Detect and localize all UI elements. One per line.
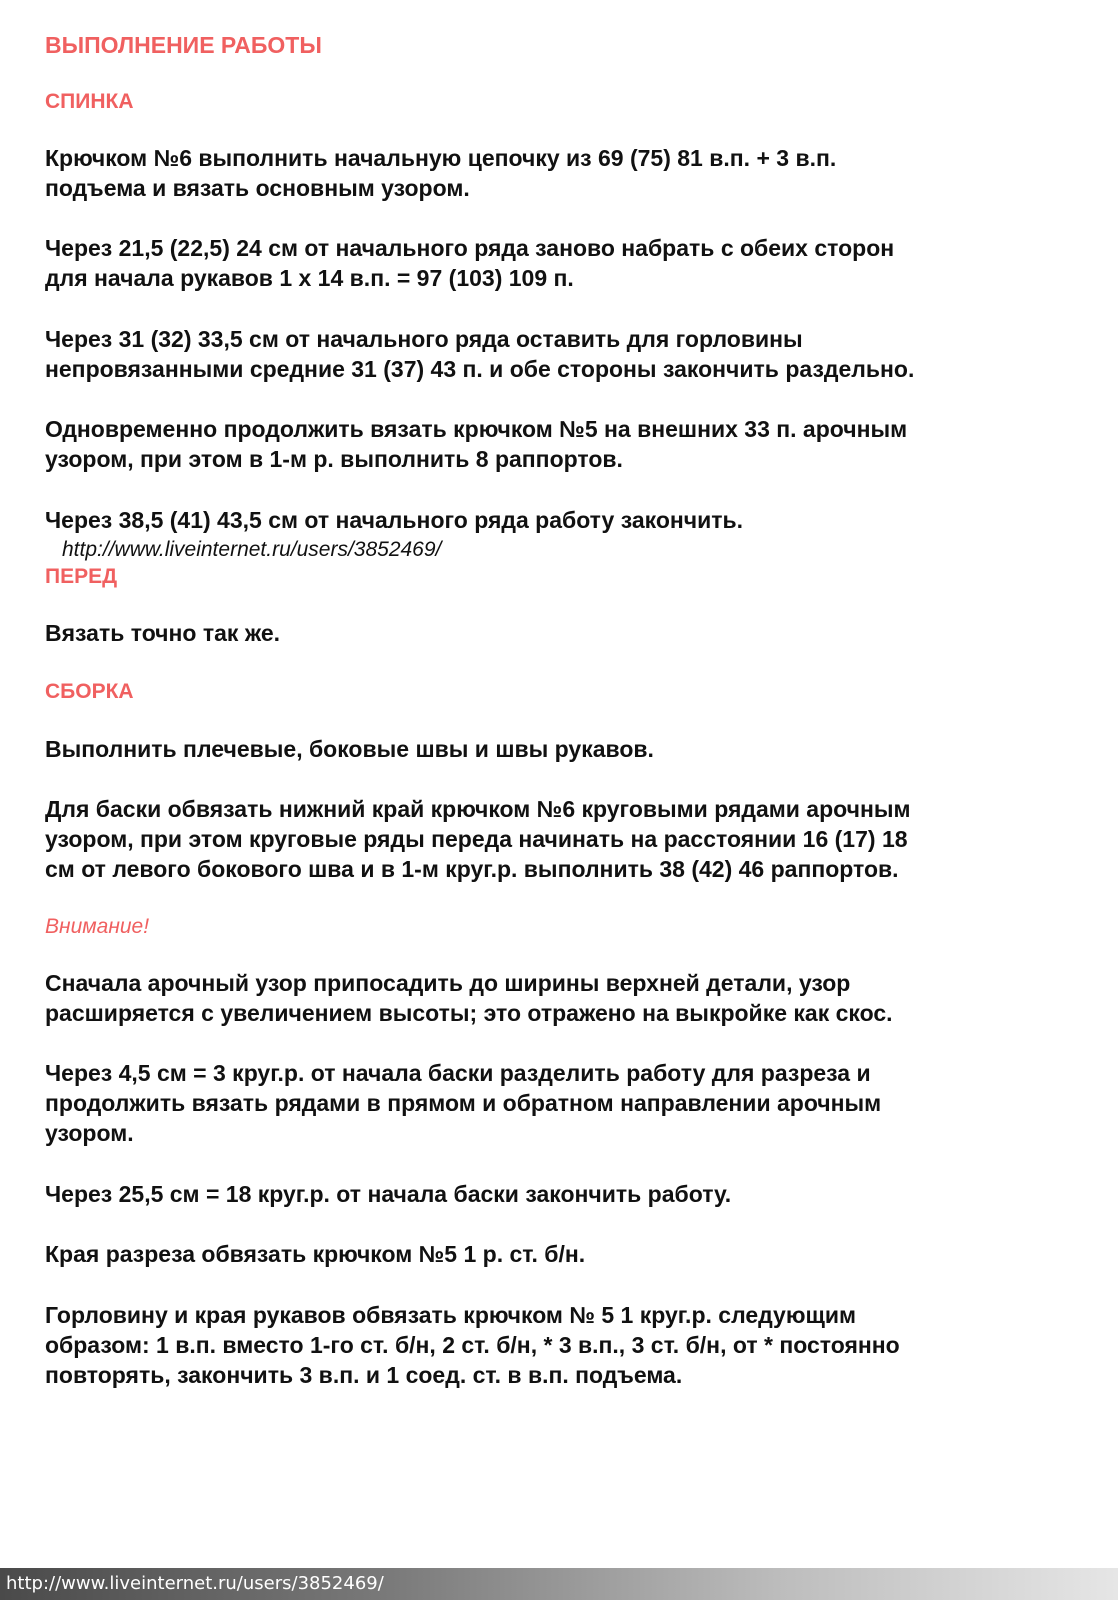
paragraph-line: Горловину и края рукавов обвязать крючком № 5 1 круг.р. следующим	[45, 1302, 857, 1328]
paragraph	[45, 618, 280, 648]
paragraph-line: для начала рукавов 1 х 14 в.п. = 97 (103) 109 п.	[45, 265, 574, 291]
paragraph	[45, 143, 836, 203]
footer-watermark-url: http://www.liveinternet.ru/users/3852469/	[6, 1573, 384, 1594]
paragraph-line: узором, при этом круговые ряды переда начинать на расстоянии 16 (17) 18	[45, 826, 908, 852]
paragraph-line: расширяется с увеличением высоты; это отражено на выкройке как скос.	[45, 1000, 893, 1026]
paragraph	[45, 414, 907, 474]
paragraph-line: подъема и вязать основным узором.	[45, 175, 470, 201]
attention-note: Внимание!	[45, 915, 150, 938]
paragraph-line: Через 38,5 (41) 43,5 см от начального ряда работу закончить.	[45, 507, 744, 533]
paragraph-line: узором, при этом в 1-м р. выполнить 8 раппортов.	[45, 446, 623, 472]
paragraph	[45, 794, 911, 884]
paragraph	[45, 505, 743, 535]
paragraph	[45, 734, 654, 764]
paragraph-line: Через 31 (32) 33,5 см от начального ряда оставить для горловины	[45, 326, 803, 352]
paragraph-line: Края разреза обвязать крючком №5 1 р. ст. б/н.	[45, 1241, 586, 1267]
paragraph-line: продолжить вязать рядами в прямом и обратном направлении арочным	[45, 1090, 882, 1116]
paragraph-line: Через 21,5 (22,5) 24 см от начального ряда заново набрать с обеих сторон	[45, 235, 895, 261]
section-heading-assembly: СБОРКА	[45, 680, 134, 703]
paragraph	[45, 1300, 900, 1390]
paragraph	[45, 1239, 585, 1269]
paragraph-line: Одновременно продолжить вязать крючком №5 на внешних 33 п. арочным	[45, 416, 908, 442]
paragraph	[45, 324, 914, 384]
inline-watermark-url: http://www.liveinternet.ru/users/3852469/	[62, 538, 442, 561]
section-heading-back: СПИНКА	[45, 90, 134, 113]
paragraph-line: узором.	[45, 1120, 134, 1146]
section-heading-front: ПЕРЕД	[45, 565, 118, 588]
paragraph-line: Через 4,5 см = 3 круг.р. от начала баски разделить работу для разреза и	[45, 1060, 871, 1086]
footer-watermark-bar	[0, 1568, 1118, 1600]
paragraph-line: Вязать точно так же.	[45, 620, 281, 646]
paragraph-line: образом: 1 в.п. вместо 1-го ст. б/н, 2 ст. б/н, * 3 в.п., 3 ст. б/н, от * постоянно	[45, 1332, 900, 1358]
paragraph-line: см от левого бокового шва и в 1-м круг.р. выполнить 38 (42) 46 раппортов.	[45, 856, 899, 882]
paragraph-line: непровязанными средние 31 (37) 43 п. и обе стороны закончить раздельно.	[45, 356, 915, 382]
paragraph-line: Сначала арочный узор припосадить до ширины верхней детали, узор	[45, 970, 851, 996]
paragraph	[45, 1179, 731, 1209]
document-title: ВЫПОЛНЕНИЕ РАБОТЫ	[45, 32, 322, 58]
paragraph-line: Для баски обвязать нижний край крючком №6 круговыми рядами арочным	[45, 796, 911, 822]
paragraph-line: повторять, закончить 3 в.п. и 1 соед. ст. в в.п. подъема.	[45, 1362, 683, 1388]
paragraph	[45, 1058, 881, 1148]
paragraph-line: Выполнить плечевые, боковые швы и швы рукавов.	[45, 736, 654, 762]
paragraph-line: Через 25,5 см = 18 круг.р. от начала баски закончить работу.	[45, 1181, 732, 1207]
paragraph-line: Крючком №6 выполнить начальную цепочку из 69 (75) 81 в.п. + 3 в.п.	[45, 145, 837, 171]
paragraph	[45, 968, 893, 1028]
paragraph	[45, 233, 894, 293]
